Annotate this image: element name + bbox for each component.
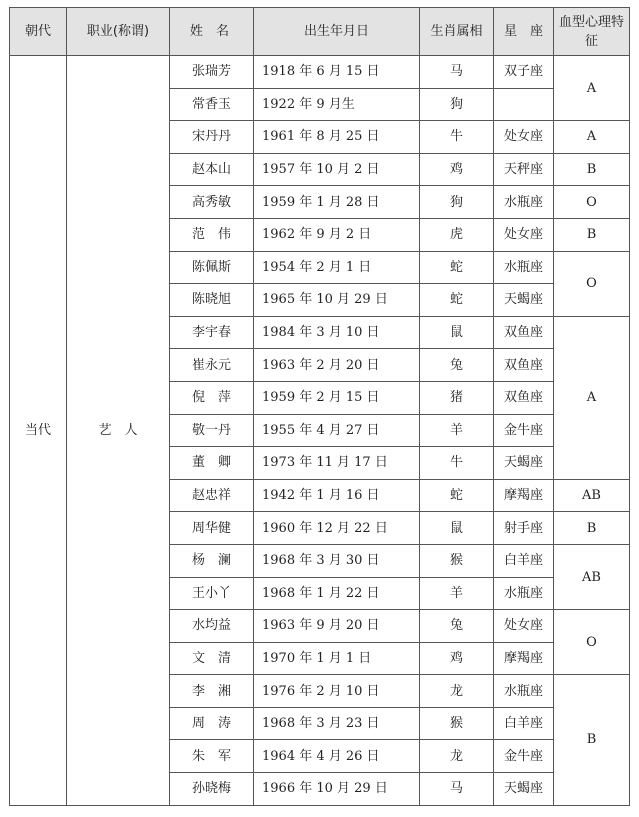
birthdate-cell: 1961 年 8 月 25 日 [254,121,420,154]
zodiac-cell: 龙 [420,740,494,773]
blood-type-cell: B [554,512,630,545]
zodiac-cell: 鸡 [420,642,494,675]
birthdate-cell: 1960 年 12 月 22 日 [254,512,420,545]
name-cell: 李宇春 [170,316,254,349]
birthdate-cell: 1968 年 3 月 30 日 [254,544,420,577]
birthdate-cell: 1954 年 2 月 1 日 [254,251,420,284]
constellation-cell: 金牛座 [494,414,554,447]
birthdate-cell: 1965 年 10 月 29 日 [254,284,420,317]
zodiac-cell: 狗 [420,88,494,121]
name-cell: 赵忠祥 [170,479,254,512]
blood-type-cell: B [554,675,630,805]
birthdate-cell: 1968 年 1 月 22 日 [254,577,420,610]
zodiac-cell: 牛 [420,447,494,480]
name-cell: 陈晓旭 [170,284,254,317]
blood-type-cell: B [554,153,630,186]
constellation-cell: 处女座 [494,121,554,154]
birthdate-cell: 1962 年 9 月 2 日 [254,218,420,251]
constellation-cell [494,88,554,121]
blood-type-cell: A [554,56,630,121]
name-cell: 王小丫 [170,577,254,610]
constellation-cell: 双鱼座 [494,316,554,349]
blood-type-cell: O [554,251,630,316]
blood-type-cell: A [554,121,630,154]
birthdate-cell: 1959 年 1 月 28 日 [254,186,420,219]
name-cell: 倪 萍 [170,381,254,414]
constellation-cell: 双鱼座 [494,381,554,414]
zodiac-cell: 龙 [420,675,494,708]
zodiac-cell: 蛇 [420,251,494,284]
profession-cell: 艺 人 [67,56,170,806]
zodiac-cell: 蛇 [420,479,494,512]
blood-type-cell: B [554,218,630,251]
constellation-cell: 水瓶座 [494,675,554,708]
zodiac-cell: 猪 [420,381,494,414]
personality-table [9,7,630,806]
constellation-cell: 处女座 [494,610,554,643]
constellation-cell: 摩羯座 [494,642,554,675]
constellation-cell: 摩羯座 [494,479,554,512]
name-cell: 敬一丹 [170,414,254,447]
header-row [10,8,630,56]
constellation-cell: 天蝎座 [494,773,554,806]
constellation-cell: 射手座 [494,512,554,545]
name-cell: 杨 澜 [170,544,254,577]
birthdate-cell: 1984 年 3 月 10 日 [254,316,420,349]
name-cell: 李 湘 [170,675,254,708]
table-row [10,56,630,89]
birthdate-cell: 1963 年 9 月 20 日 [254,610,420,643]
constellation-cell: 双子座 [494,56,554,89]
zodiac-cell: 鸡 [420,153,494,186]
name-cell: 水均益 [170,610,254,643]
zodiac-cell: 猴 [420,707,494,740]
blood-type-cell: AB [554,544,630,609]
birthdate-cell: 1955 年 4 月 27 日 [254,414,420,447]
name-cell: 崔永元 [170,349,254,382]
birthdate-cell: 1964 年 4 月 26 日 [254,740,420,773]
birthdate-cell: 1973 年 11 月 17 日 [254,447,420,480]
zodiac-cell: 狗 [420,186,494,219]
birthdate-cell: 1963 年 2 月 20 日 [254,349,420,382]
zodiac-cell: 鼠 [420,512,494,545]
blood-type-cell: O [554,186,630,219]
header-birthdate: 出生年月日 [254,8,420,56]
constellation-cell: 水瓶座 [494,186,554,219]
blood-type-cell: O [554,610,630,675]
dynasty-cell: 当代 [10,56,67,806]
birthdate-cell: 1976 年 2 月 10 日 [254,675,420,708]
header-name: 姓 名 [170,8,254,56]
birthdate-cell: 1966 年 10 月 29 日 [254,773,420,806]
birthdate-cell: 1918 年 6 月 15 日 [254,56,420,89]
name-cell: 朱 军 [170,740,254,773]
zodiac-cell: 蛇 [420,284,494,317]
birthdate-cell: 1970 年 1 月 1 日 [254,642,420,675]
zodiac-cell: 马 [420,773,494,806]
birthdate-cell: 1959 年 2 月 15 日 [254,381,420,414]
constellation-cell: 水瓶座 [494,577,554,610]
name-cell: 周华健 [170,512,254,545]
name-cell: 文 清 [170,642,254,675]
zodiac-cell: 马 [420,56,494,89]
constellation-cell: 天蝎座 [494,447,554,480]
header-profession: 职业(称谓) [67,8,170,56]
header-blood-type: 血型心理特征 [554,8,630,56]
name-cell: 孙晓梅 [170,773,254,806]
constellation-cell: 天秤座 [494,153,554,186]
name-cell: 周 涛 [170,707,254,740]
name-cell: 常香玉 [170,88,254,121]
constellation-cell: 处女座 [494,218,554,251]
birthdate-cell: 1957 年 10 月 2 日 [254,153,420,186]
constellation-cell: 白羊座 [494,544,554,577]
zodiac-cell: 虎 [420,218,494,251]
constellation-cell: 水瓶座 [494,251,554,284]
header-zodiac: 生肖属相 [420,8,494,56]
zodiac-cell: 鼠 [420,316,494,349]
name-cell: 陈佩斯 [170,251,254,284]
name-cell: 范 伟 [170,218,254,251]
blood-type-cell: A [554,316,630,479]
name-cell: 宋丹丹 [170,121,254,154]
name-cell: 董 卿 [170,447,254,480]
constellation-cell: 金牛座 [494,740,554,773]
birthdate-cell: 1922 年 9 月生 [254,88,420,121]
zodiac-cell: 兔 [420,610,494,643]
zodiac-cell: 羊 [420,577,494,610]
name-cell: 赵本山 [170,153,254,186]
zodiac-cell: 兔 [420,349,494,382]
zodiac-cell: 牛 [420,121,494,154]
header-dynasty: 朝代 [10,8,67,56]
constellation-cell: 天蝎座 [494,284,554,317]
constellation-cell: 白羊座 [494,707,554,740]
header-constellation: 星 座 [494,8,554,56]
zodiac-cell: 猴 [420,544,494,577]
birthdate-cell: 1942 年 1 月 16 日 [254,479,420,512]
birthdate-cell: 1968 年 3 月 23 日 [254,707,420,740]
name-cell: 张瑞芳 [170,56,254,89]
name-cell: 高秀敏 [170,186,254,219]
constellation-cell: 双鱼座 [494,349,554,382]
zodiac-cell: 羊 [420,414,494,447]
blood-type-cell: AB [554,479,630,512]
